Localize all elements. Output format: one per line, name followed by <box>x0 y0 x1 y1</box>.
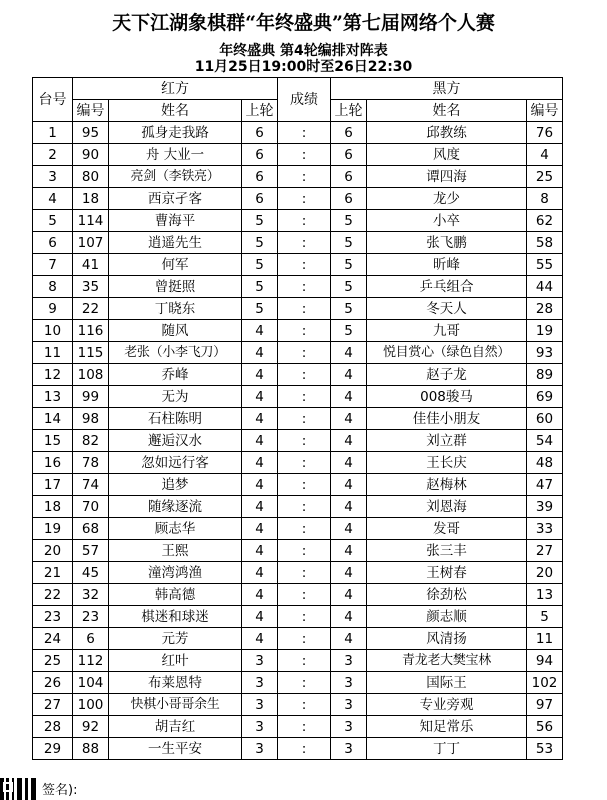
result-cell: : <box>278 628 331 650</box>
result-cell: : <box>278 364 331 386</box>
black-number-cell: 55 <box>527 254 563 276</box>
black-name-cell: 谭四海 <box>367 166 527 188</box>
black-number-cell: 97 <box>527 694 563 716</box>
black-prev-round-cell: 4 <box>331 606 367 628</box>
table-no-cell: 11 <box>33 342 73 364</box>
result-cell: : <box>278 232 331 254</box>
table-row <box>33 628 563 650</box>
red-number-cell: 35 <box>73 276 109 298</box>
red-prev-round-cell: 4 <box>242 430 278 452</box>
table-row <box>33 474 563 496</box>
table-row <box>33 562 563 584</box>
table-no-cell: 2 <box>33 144 73 166</box>
red-number-cell: 18 <box>73 188 109 210</box>
black-prev-round-cell: 3 <box>331 738 367 760</box>
black-prev-round-cell: 4 <box>331 408 367 430</box>
black-name-cell: 知足常乐 <box>367 716 527 738</box>
red-number-cell: 68 <box>73 518 109 540</box>
result-cell: : <box>278 210 331 232</box>
header-row-1 <box>33 78 563 100</box>
header-black-name: 姓名 <box>367 100 527 122</box>
result-cell: : <box>278 562 331 584</box>
red-name-cell: 西京孑客 <box>109 188 242 210</box>
qr-code-icon <box>0 778 40 800</box>
red-prev-round-cell: 5 <box>242 276 278 298</box>
red-prev-round-cell: 4 <box>242 518 278 540</box>
black-prev-round-cell: 4 <box>331 452 367 474</box>
red-prev-round-cell: 5 <box>242 210 278 232</box>
black-prev-round-cell: 6 <box>331 188 367 210</box>
black-name-cell: 青龙老大樊宝林 <box>367 650 527 672</box>
result-cell: : <box>278 540 331 562</box>
red-number-cell: 32 <box>73 584 109 606</box>
black-name-cell: 风清扬 <box>367 628 527 650</box>
table-row <box>33 386 563 408</box>
result-cell: : <box>278 430 331 452</box>
black-prev-round-cell: 6 <box>331 122 367 144</box>
black-prev-round-cell: 5 <box>331 210 367 232</box>
page-title: 天下江湖象棋群“年终盛典”第七届网络个人赛 <box>112 12 495 34</box>
red-number-cell: 82 <box>73 430 109 452</box>
red-name-cell: 孤身走我路 <box>109 122 242 144</box>
red-prev-round-cell: 6 <box>242 122 278 144</box>
black-prev-round-cell: 5 <box>331 298 367 320</box>
red-number-cell: 95 <box>73 122 109 144</box>
table-row <box>33 606 563 628</box>
red-name-cell: 布莱恩特 <box>109 672 242 694</box>
table-row <box>33 518 563 540</box>
black-name-cell: 乒乓组合 <box>367 276 527 298</box>
black-prev-round-cell: 4 <box>331 584 367 606</box>
red-name-cell: 元芳 <box>109 628 242 650</box>
table-row <box>33 584 563 606</box>
black-prev-round-cell: 6 <box>331 166 367 188</box>
red-number-cell: 99 <box>73 386 109 408</box>
result-cell: : <box>278 386 331 408</box>
red-prev-round-cell: 4 <box>242 408 278 430</box>
red-prev-round-cell: 6 <box>242 188 278 210</box>
black-number-cell: 4 <box>527 144 563 166</box>
table-no-cell: 12 <box>33 364 73 386</box>
black-name-cell: 九哥 <box>367 320 527 342</box>
black-number-cell: 47 <box>527 474 563 496</box>
red-prev-round-cell: 4 <box>242 496 278 518</box>
black-name-cell: 赵子龙 <box>367 364 527 386</box>
table-row <box>33 738 563 760</box>
table-no-cell: 13 <box>33 386 73 408</box>
red-number-cell: 114 <box>73 210 109 232</box>
red-number-cell: 6 <box>73 628 109 650</box>
result-cell: : <box>278 606 331 628</box>
table-row <box>33 452 563 474</box>
red-number-cell: 108 <box>73 364 109 386</box>
red-prev-round-cell: 5 <box>242 298 278 320</box>
table-no-cell: 9 <box>33 298 73 320</box>
round-subtitle: 年终盛典 第4轮编排对阵表 <box>219 43 388 59</box>
signature-label: 签名): <box>42 783 78 798</box>
table-row <box>33 364 563 386</box>
black-name-cell: 龙少 <box>367 188 527 210</box>
header-red: 红方 <box>73 78 278 100</box>
red-prev-round-cell: 6 <box>242 166 278 188</box>
red-name-cell: 快棋小哥哥余生 <box>109 694 242 716</box>
red-name-cell: 棋迷和球迷 <box>109 606 242 628</box>
red-number-cell: 80 <box>73 166 109 188</box>
red-prev-round-cell: 5 <box>242 254 278 276</box>
pairing-table <box>32 77 563 760</box>
black-prev-round-cell: 3 <box>331 672 367 694</box>
black-name-cell: 冬天人 <box>367 298 527 320</box>
red-prev-round-cell: 4 <box>242 628 278 650</box>
table-no-cell: 25 <box>33 650 73 672</box>
red-prev-round-cell: 4 <box>242 606 278 628</box>
red-name-cell: 韩高德 <box>109 584 242 606</box>
black-prev-round-cell: 4 <box>331 474 367 496</box>
table-row <box>33 430 563 452</box>
red-name-cell: 红叶 <box>109 650 242 672</box>
table-row <box>33 166 563 188</box>
red-number-cell: 90 <box>73 144 109 166</box>
red-prev-round-cell: 4 <box>242 342 278 364</box>
red-prev-round-cell: 3 <box>242 716 278 738</box>
black-name-cell: 小卒 <box>367 210 527 232</box>
red-number-cell: 98 <box>73 408 109 430</box>
red-prev-round-cell: 4 <box>242 474 278 496</box>
red-name-cell: 忽如远行客 <box>109 452 242 474</box>
black-number-cell: 58 <box>527 232 563 254</box>
red-name-cell: 曾挺照 <box>109 276 242 298</box>
red-name-cell: 一生平安 <box>109 738 242 760</box>
black-prev-round-cell: 3 <box>331 694 367 716</box>
red-name-cell: 胡吉红 <box>109 716 242 738</box>
result-cell: : <box>278 166 331 188</box>
result-cell: : <box>278 122 331 144</box>
black-name-cell: 赵梅林 <box>367 474 527 496</box>
red-prev-round-cell: 3 <box>242 694 278 716</box>
result-cell: : <box>278 144 331 166</box>
red-name-cell: 随缘逐流 <box>109 496 242 518</box>
black-number-cell: 5 <box>527 606 563 628</box>
red-prev-round-cell: 5 <box>242 232 278 254</box>
black-prev-round-cell: 4 <box>331 430 367 452</box>
black-name-cell: 国际王 <box>367 672 527 694</box>
red-prev-round-cell: 3 <box>242 672 278 694</box>
table-no-cell: 4 <box>33 188 73 210</box>
table-no-cell: 29 <box>33 738 73 760</box>
black-name-cell: 颜志顺 <box>367 606 527 628</box>
black-prev-round-cell: 5 <box>331 254 367 276</box>
schedule-time: 11月25日19:00时至26日22:30 <box>194 59 413 75</box>
red-number-cell: 57 <box>73 540 109 562</box>
black-prev-round-cell: 4 <box>331 386 367 408</box>
result-cell: : <box>278 342 331 364</box>
result-cell: : <box>278 650 331 672</box>
black-number-cell: 27 <box>527 540 563 562</box>
red-prev-round-cell: 4 <box>242 562 278 584</box>
black-number-cell: 19 <box>527 320 563 342</box>
black-prev-round-cell: 4 <box>331 540 367 562</box>
table-row <box>33 496 563 518</box>
black-number-cell: 102 <box>527 672 563 694</box>
red-name-cell: 追梦 <box>109 474 242 496</box>
red-number-cell: 112 <box>73 650 109 672</box>
black-name-cell: 邱教练 <box>367 122 527 144</box>
table-no-cell: 22 <box>33 584 73 606</box>
table-row <box>33 232 563 254</box>
red-prev-round-cell: 4 <box>242 584 278 606</box>
result-cell: : <box>278 188 331 210</box>
black-name-cell: 张飞鹏 <box>367 232 527 254</box>
black-name-cell: 张三丰 <box>367 540 527 562</box>
result-cell: : <box>278 716 331 738</box>
black-name-cell: 专业旁观 <box>367 694 527 716</box>
table-no-cell: 16 <box>33 452 73 474</box>
result-cell: : <box>278 298 331 320</box>
black-name-cell: 徐劲松 <box>367 584 527 606</box>
red-number-cell: 88 <box>73 738 109 760</box>
header-black: 黑方 <box>331 78 563 100</box>
black-prev-round-cell: 5 <box>331 276 367 298</box>
red-prev-round-cell: 3 <box>242 650 278 672</box>
black-name-cell: 昕峰 <box>367 254 527 276</box>
red-prev-round-cell: 6 <box>242 144 278 166</box>
header-black-prev-round: 上轮 <box>331 100 367 122</box>
result-cell: : <box>278 320 331 342</box>
red-name-cell: 老张（小李飞刀） <box>109 342 242 364</box>
table-no-cell: 7 <box>33 254 73 276</box>
result-cell: : <box>278 584 331 606</box>
result-cell: : <box>278 452 331 474</box>
table-no-cell: 8 <box>33 276 73 298</box>
black-name-cell: 刘恩海 <box>367 496 527 518</box>
red-number-cell: 74 <box>73 474 109 496</box>
black-number-cell: 20 <box>527 562 563 584</box>
black-number-cell: 62 <box>527 210 563 232</box>
red-name-cell: 乔峰 <box>109 364 242 386</box>
table-no-cell: 21 <box>33 562 73 584</box>
red-name-cell: 亮剑（李铁亮） <box>109 166 242 188</box>
black-prev-round-cell: 4 <box>331 628 367 650</box>
table-no-cell: 14 <box>33 408 73 430</box>
black-number-cell: 33 <box>527 518 563 540</box>
result-cell: : <box>278 254 331 276</box>
table-no-cell: 26 <box>33 672 73 694</box>
table-row <box>33 342 563 364</box>
red-number-cell: 45 <box>73 562 109 584</box>
table-no-cell: 28 <box>33 716 73 738</box>
table-no-cell: 10 <box>33 320 73 342</box>
table-row <box>33 672 563 694</box>
table-row <box>33 144 563 166</box>
red-number-cell: 107 <box>73 232 109 254</box>
black-prev-round-cell: 3 <box>331 650 367 672</box>
red-name-cell: 随风 <box>109 320 242 342</box>
result-cell: : <box>278 474 331 496</box>
black-number-cell: 56 <box>527 716 563 738</box>
black-name-cell: 008骏马 <box>367 386 527 408</box>
table-no-cell: 19 <box>33 518 73 540</box>
result-cell: : <box>278 694 331 716</box>
red-name-cell: 邂逅汉水 <box>109 430 242 452</box>
table-row <box>33 320 563 342</box>
red-name-cell: 顾志华 <box>109 518 242 540</box>
black-name-cell: 王树春 <box>367 562 527 584</box>
red-number-cell: 70 <box>73 496 109 518</box>
header-red-number: 编号 <box>73 100 109 122</box>
black-name-cell: 佳佳小朋友 <box>367 408 527 430</box>
red-number-cell: 23 <box>73 606 109 628</box>
header-result: 成绩 <box>278 78 331 122</box>
table-no-cell: 15 <box>33 430 73 452</box>
result-cell: : <box>278 276 331 298</box>
red-prev-round-cell: 4 <box>242 364 278 386</box>
table-row <box>33 540 563 562</box>
red-name-cell: 潼湾鸿渔 <box>109 562 242 584</box>
red-name-cell: 丁晓东 <box>109 298 242 320</box>
black-number-cell: 69 <box>527 386 563 408</box>
black-prev-round-cell: 4 <box>331 364 367 386</box>
black-prev-round-cell: 6 <box>331 144 367 166</box>
red-prev-round-cell: 3 <box>242 738 278 760</box>
table-row <box>33 122 563 144</box>
header-table-no: 台号 <box>33 78 73 122</box>
red-number-cell: 116 <box>73 320 109 342</box>
table-no-cell: 1 <box>33 122 73 144</box>
header-black-number: 编号 <box>527 100 563 122</box>
table-no-cell: 18 <box>33 496 73 518</box>
table-no-cell: 27 <box>33 694 73 716</box>
black-prev-round-cell: 5 <box>331 232 367 254</box>
black-number-cell: 48 <box>527 452 563 474</box>
black-number-cell: 39 <box>527 496 563 518</box>
red-prev-round-cell: 4 <box>242 452 278 474</box>
red-name-cell: 王熙 <box>109 540 242 562</box>
black-number-cell: 94 <box>527 650 563 672</box>
black-prev-round-cell: 4 <box>331 496 367 518</box>
table-no-cell: 17 <box>33 474 73 496</box>
result-cell: : <box>278 672 331 694</box>
result-cell: : <box>278 738 331 760</box>
red-name-cell: 无为 <box>109 386 242 408</box>
red-name-cell: 石柱陈明 <box>109 408 242 430</box>
black-prev-round-cell: 5 <box>331 320 367 342</box>
black-name-cell: 发哥 <box>367 518 527 540</box>
red-prev-round-cell: 4 <box>242 386 278 408</box>
black-name-cell: 悦目赏心（绿色自然） <box>367 342 527 364</box>
red-number-cell: 100 <box>73 694 109 716</box>
red-name-cell: 逍遥先生 <box>109 232 242 254</box>
table-no-cell: 20 <box>33 540 73 562</box>
table-no-cell: 6 <box>33 232 73 254</box>
table-row <box>33 694 563 716</box>
black-number-cell: 8 <box>527 188 563 210</box>
result-cell: : <box>278 518 331 540</box>
black-number-cell: 11 <box>527 628 563 650</box>
header-red-prev-round: 上轮 <box>242 100 278 122</box>
black-number-cell: 13 <box>527 584 563 606</box>
red-number-cell: 104 <box>73 672 109 694</box>
table-no-cell: 24 <box>33 628 73 650</box>
table-row <box>33 716 563 738</box>
black-prev-round-cell: 4 <box>331 518 367 540</box>
black-prev-round-cell: 4 <box>331 342 367 364</box>
table-no-cell: 3 <box>33 166 73 188</box>
black-name-cell: 刘立群 <box>367 430 527 452</box>
red-prev-round-cell: 4 <box>242 320 278 342</box>
table-row <box>33 650 563 672</box>
red-name-cell: 何军 <box>109 254 242 276</box>
black-number-cell: 54 <box>527 430 563 452</box>
table-row <box>33 408 563 430</box>
black-name-cell: 丁丁 <box>367 738 527 760</box>
table-row <box>33 188 563 210</box>
black-number-cell: 60 <box>527 408 563 430</box>
red-name-cell: 曹海平 <box>109 210 242 232</box>
table-row <box>33 210 563 232</box>
red-name-cell: 舟 大业一 <box>109 144 242 166</box>
red-number-cell: 78 <box>73 452 109 474</box>
table-no-cell: 5 <box>33 210 73 232</box>
result-cell: : <box>278 408 331 430</box>
black-number-cell: 89 <box>527 364 563 386</box>
black-name-cell: 风度 <box>367 144 527 166</box>
table-row <box>33 276 563 298</box>
black-number-cell: 76 <box>527 122 563 144</box>
black-number-cell: 53 <box>527 738 563 760</box>
black-name-cell: 王长庆 <box>367 452 527 474</box>
red-number-cell: 22 <box>73 298 109 320</box>
table-row <box>33 254 563 276</box>
pairing-rows <box>33 122 563 760</box>
result-cell: : <box>278 496 331 518</box>
header-red-name: 姓名 <box>109 100 242 122</box>
black-prev-round-cell: 4 <box>331 562 367 584</box>
red-number-cell: 41 <box>73 254 109 276</box>
black-number-cell: 25 <box>527 166 563 188</box>
black-number-cell: 93 <box>527 342 563 364</box>
table-no-cell: 23 <box>33 606 73 628</box>
black-number-cell: 44 <box>527 276 563 298</box>
black-prev-round-cell: 3 <box>331 716 367 738</box>
red-number-cell: 115 <box>73 342 109 364</box>
red-prev-round-cell: 4 <box>242 540 278 562</box>
red-number-cell: 92 <box>73 716 109 738</box>
black-number-cell: 28 <box>527 298 563 320</box>
table-row <box>33 298 563 320</box>
